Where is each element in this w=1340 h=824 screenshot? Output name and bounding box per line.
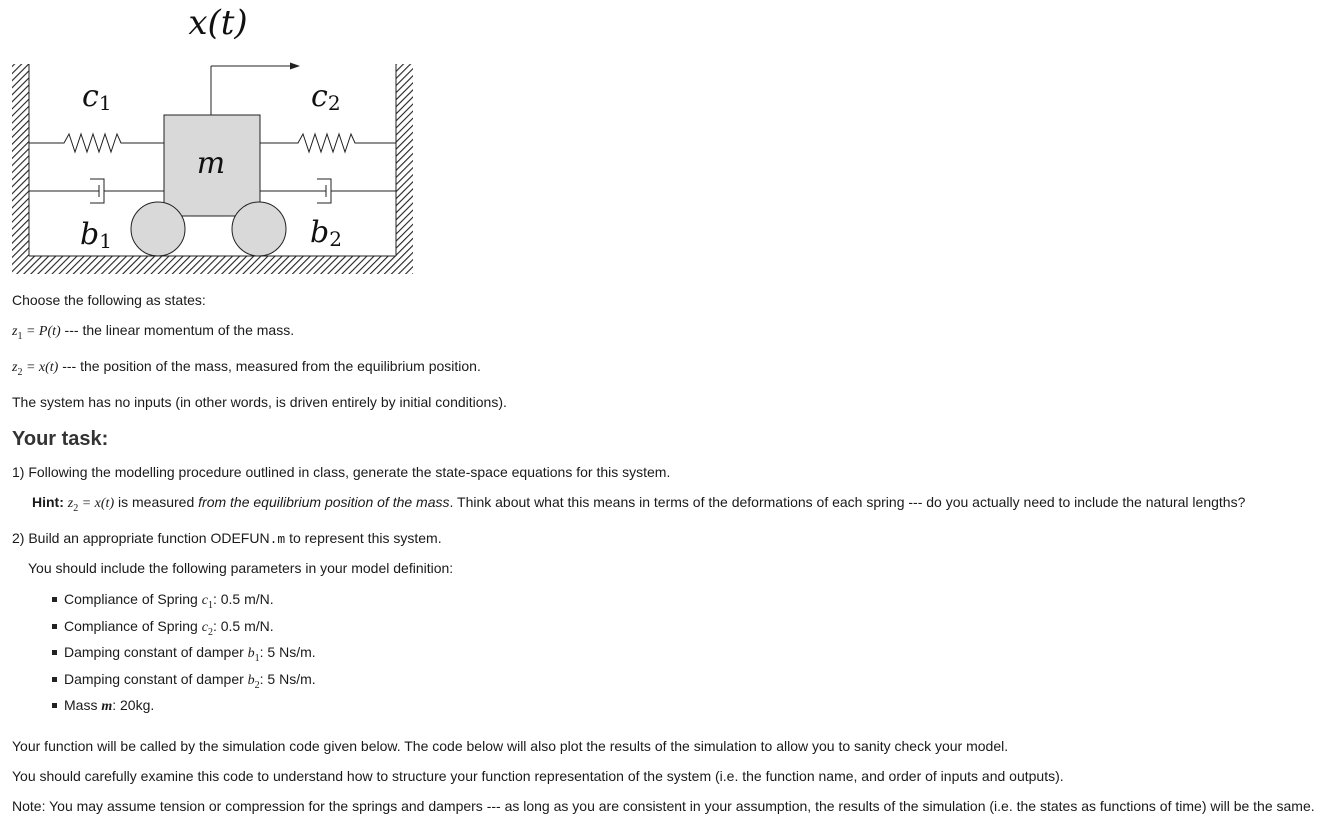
mass-spring-damper-diagram [0,0,420,280]
left-wheel [131,202,185,256]
left-wall [12,64,29,274]
hint-text: Hint: $z_2 = x(t)$ is measured from the equilibrium position of the mass. Think about what this means in terms of the deformations of each spring --- do you actually need to include the natural lengths? [32,494,1246,514]
final-note: Note: You may assume tension or compression for the springs and dampers --- as long as you are consistent in your assumption, the results of the simulation (i.e. the states as functions of time) will be the same. [12,798,1315,814]
b1-label: b1 [80,217,112,253]
c1-label: c1 [82,79,112,115]
list-item: Compliance of Spring $c_1$: 0.5 m/N. [44,589,316,616]
spring-c2 [260,134,396,152]
state-z2: $z_2 = x(t)$ --- the position of the mass, measured from the equilibrium position. [12,358,481,378]
list-item: Damping constant of damper $b_2$: 5 Ns/m. [44,669,316,696]
spring-c1 [29,134,164,152]
c2-label: c2 [311,79,341,115]
right-wheel [232,202,286,256]
list-item: Damping constant of damper $b_1$: 5 Ns/m. [44,642,316,669]
params-intro: You should include the following parameters in your model definition: [28,560,454,576]
list-item: Compliance of Spring $c_2$: 0.5 m/N. [44,616,316,643]
intro-text: Choose the following as states: [12,292,206,308]
step1-text: 1) Following the modelling procedure outlined in class, generate the state-space equations for this system. [12,464,671,480]
position-label: x(t) [188,3,248,43]
no-inputs-text: The system has no inputs (in other words, is driven entirely by initial conditions). [12,394,507,410]
step2-text: 2) Build an appropriate function ODEFUN.m to represent this system. [12,530,442,547]
b2-label: b2 [310,215,342,251]
list-item: Mass m: 20kg. [44,695,316,722]
state-z1: $z_1 = P(t)$ --- the linear momentum of the mass. [12,322,295,342]
damper-b1 [29,179,164,203]
right-wall [396,64,413,274]
floor [12,256,413,274]
mass-label: m [196,146,226,181]
parameter-list [44,589,316,722]
call-note: Your function will be called by the simulation code given below. The code below will also plot the results of the simulation to allow you to sanity check your model. [12,738,1009,754]
task-heading: Your task: [12,428,109,450]
examine-note: You should carefully examine this code to understand how to structure your function representation of the system (i.e. the function name, and order of inputs and outputs). [12,768,1064,784]
damper-b2 [260,179,396,203]
